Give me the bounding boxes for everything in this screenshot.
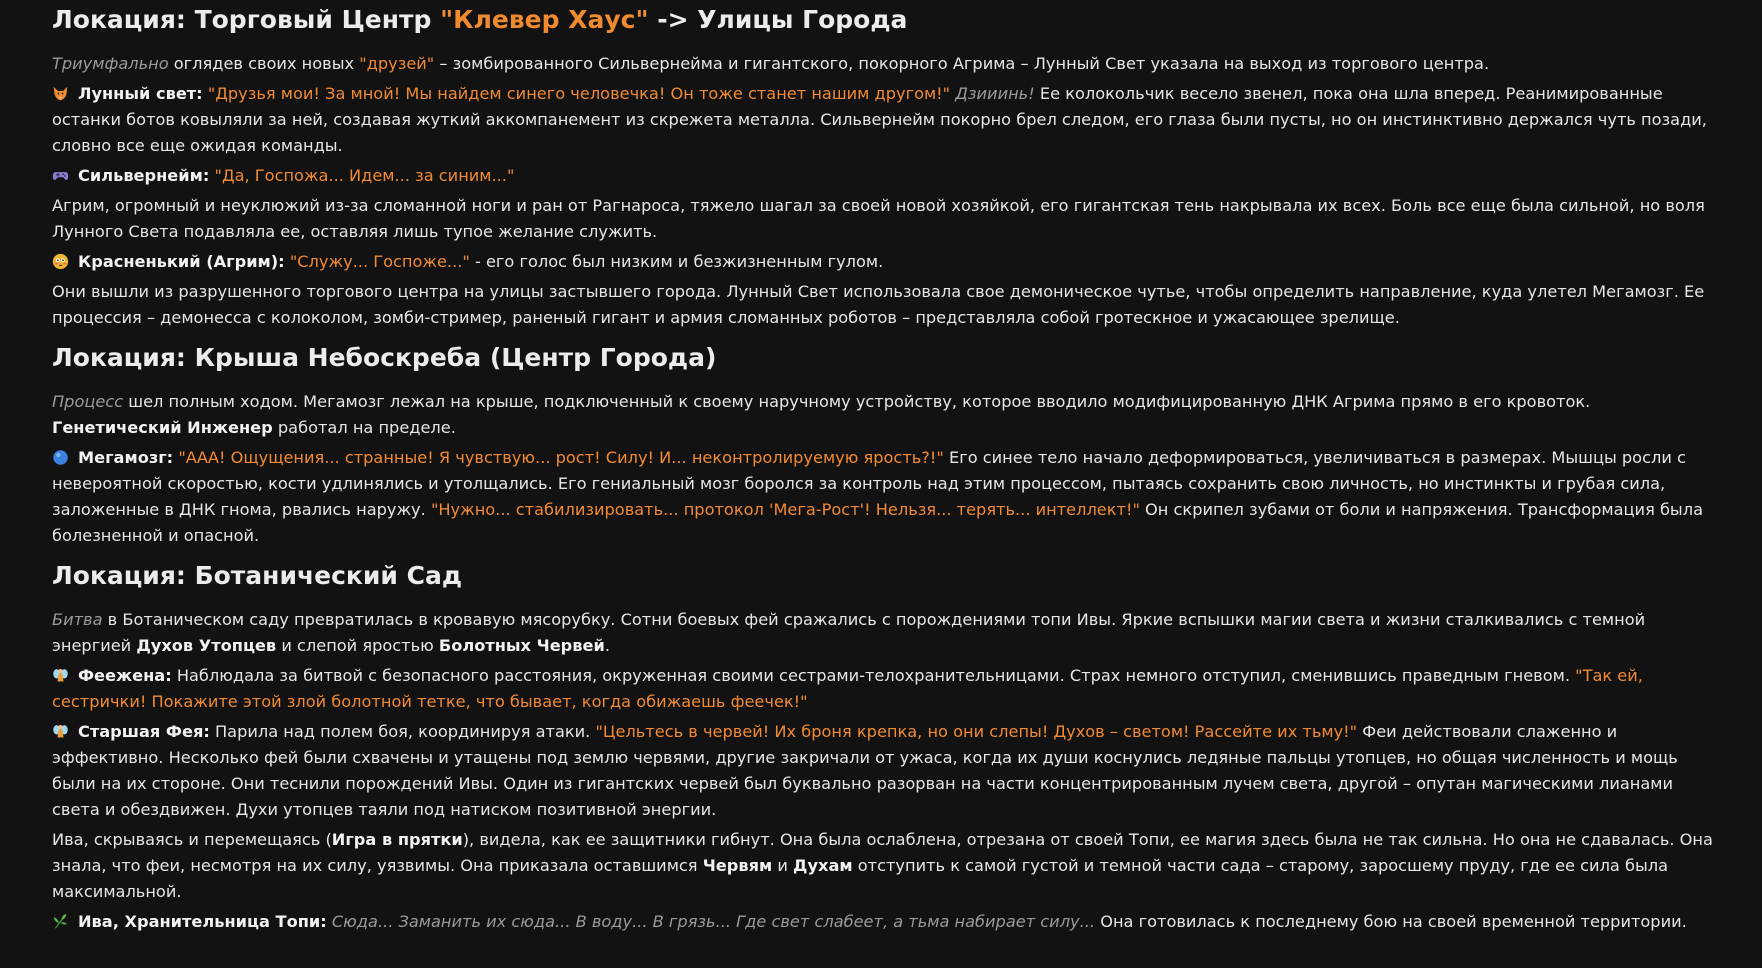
title-accent: "Клевер Хаус"	[440, 5, 649, 34]
fairy-icon	[52, 723, 69, 740]
fox-icon	[52, 85, 69, 102]
dialogue-megamind: Мегамозг: "ААА! Ощущения... странные! Я чувствую... рост! Силу! И... неконтролируемую ярость?!" Его синее тело начало деформироваться, увеличиваться в размерах. Мышцы росли с невероятной скоростью, кости удлинялись и утолщались. Его гениальный мозг боролся за контроль над этим процессом, пытаясь сохранить свою личность, но инстинкты и грубая сила, заложенные в ДНК гнома, рвались наружу. "Нужно... стабилизировать... протокол 'Мега-Рост'! Нельзя... терять... интеллект!" Он скрипел зубами от боли и напряжения. Трансформация была болезненной и опасной.	[52, 448, 1703, 545]
location-title-rooftop: Локация: Крыша Небоскреба (Центр Города)	[52, 343, 717, 372]
flushed-face-icon	[52, 253, 69, 270]
speaker: Мегамозг:	[78, 448, 174, 467]
paragraph: Ива, скрываясь и перемещаясь (Игра в прятки), видела, как ее защитники гибнут. Она была ослаблена, отрезана от своей Топи, ее магия здесь была не так сильна. Но она не сдавалась. Она знала, что феи, несмотря на их силу, уязвимы. Она приказала оставшимся Червям и Духам отступить к самой густой и темной части сада – старому, заросшему пруду, где ее сила была максимальной.	[52, 830, 1713, 901]
paragraph: Они вышли из разрушенного торгового центра на улицы застывшего города. Лунный Свет использовала свое демоническое чутье, чтобы определить направление, куда улетел Мегамозг. Ее процессия – демонесса с колоколом, зомби-стример, раненый гигант и армия сломанных роботов – представляла собой гротескное и ужасающее зрелище.	[52, 282, 1705, 327]
fairy-icon	[52, 667, 69, 684]
speaker: Ива, Хранительница Топи:	[78, 912, 327, 931]
dialogue-elder-fairy: Старшая Фея: Парила над полем боя, координируя атаки. "Цельтесь в червей! Их броня крепка, но они слепы! Духов – светом! Рассейте их тьму!" Феи действовали слаженно и эффективно. Несколько фей были схвачены и утащены под землю червями, другие закричали от ужаса, когда их души коснулись ледяные пальцы утопцев, но общая численность и мощь были на их стороне. Они теснили порождений Ивы. Один из гигантских червей был буквально разорван на части концентрированным лучем света, другой – опутан магическими лианами света и обездвижен. Духи утопцев таяли под натиском позитивной энергии.	[52, 722, 1678, 819]
dialogue-agrim: Красненький (Агрим): "Служу... Госпоже..." - его голос был низким и безжизненным гулом.	[52, 249, 1718, 275]
speaker: Феежена:	[78, 666, 172, 685]
blue-circle-icon	[52, 449, 69, 466]
speaker: Красненький (Агрим):	[78, 252, 285, 271]
paragraph: Процесс шел полным ходом. Мегамозг лежал на крыше, подключенный к своему наручному устройству, которое вводило модифицированную ДНК Агрима прямо в его кровоток. Генетический Инженер работал на пределе.	[52, 392, 1591, 437]
speaker: Сильвернейм:	[78, 166, 210, 185]
title-prefix: Локация: Торговый Центр	[52, 5, 441, 34]
dialogue-silvername: Сильвернейм: "Да, Госпожа... Идем... за синим..."	[52, 163, 1718, 189]
paragraph: Битва в Ботаническом саду превратилась в кровавую мясорубку. Сотни боевых фей сражались с порождениями топи Ивы. Яркие вспышки магии света и жизни сталкивались с темной энергией Духов Утопцев и слепой яростью Болотных Червей.	[52, 610, 1646, 655]
herb-icon	[52, 913, 69, 930]
title-suffix: -> Улицы Города	[648, 5, 908, 34]
speaker: Лунный свет:	[78, 84, 203, 103]
speaker: Старшая Фея:	[78, 722, 210, 741]
location-title-garden: Локация: Ботанический Сад	[52, 561, 463, 590]
dialogue-moonlight: Лунный свет: "Друзья мои! За мной! Мы найдем синего человечка! Он тоже станет нашим другом!" Дзииинь! Ее колокольчик весело звенел, пока она шла вперед. Реанимированные останки ботов ковыляли за ней, создавая жуткий аккомпанемент из скрежета металла. Сильвернейм покорно брел следом, его глаза были пусты, но он инстинктивно держался чуть позади, словно все еще ожидая команды.	[52, 84, 1707, 155]
dialogue-feezhena: Феежена: Наблюдала за битвой с безопасного расстояния, окруженная своими сестрами-телохранительницами. Страх немного отступил, сменившись праведным гневом. "Так ей, сестрички! Покажите этой злой болотной тетке, что бывает, когда обижаешь феечек!"	[52, 666, 1643, 711]
gamepad-icon	[52, 167, 69, 184]
paragraph: Агрим, огромный и неуклюжий из-за сломанной ноги и ран от Рагнароса, тяжело шагал за своей новой хозяйкой, его гигантская тень накрывала их всех. Боль все еще была сильной, но воля Лунного Света подавляла ее, оставляя лишь тупое желание служить.	[52, 196, 1705, 241]
location-title-mall	[52, 0, 1718, 37]
dialogue-iva: Ива, Хранительница Топи: Сюда... Заманить их сюда... В воду... В грязь... Где свет слабеет, а тьма набирает силу... Она готовилась к последнему бою на своей временной территории.	[52, 909, 1718, 935]
paragraph: Триумфально оглядев своих новых "друзей" – зомбированного Сильвернейма и гигантского, покорного Агрима – Лунный Свет указала на выход из торгового центра.	[52, 54, 1490, 73]
